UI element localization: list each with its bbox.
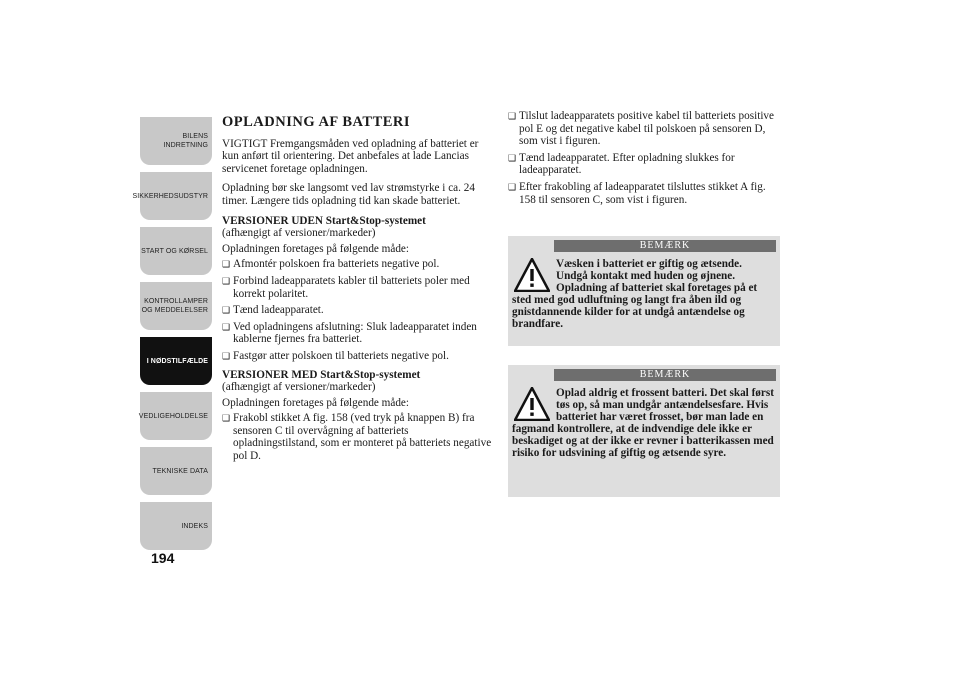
note-text: Væsken i batteriet er giftig og ætsende. Undgå kontakt med huden og øjnene. Opladning af batteriet skal foretages på et sted med god udluftning og langt fra åben ild og gnistdannende kilder for at undgå antændelse og brandfare. [512, 258, 758, 330]
list-item: ❑ Forbind ladeapparatets kabler til batteriets poler med korrekt polaritet. [222, 275, 494, 300]
list-item: ❑ Tilslut ladeapparatets positive kabel til batteriets positive pol E og det negative kabel til polskoen på sensoren D, som vist i figuren. [508, 110, 780, 148]
list-item: ❑ Efter frakobling af ladeapparatet tilsluttes stikket A fig. 158 til sensoren C, som vist i figuren. [508, 181, 780, 206]
tab-label: BILENS INDRETNING [163, 133, 208, 149]
list-item: ❑ Frakobl stikket A fig. 158 (ved tryk på knappen B) fra sensoren C til overvågning af batteriets opladningstilstand, som er monteret på batteriets negative pol D. [222, 412, 494, 462]
note-header: BEMÆRK [554, 369, 776, 381]
note-text: Oplad aldrig et frossent batteri. Det skal først tøs op, så man undgår antændelsesfare. Hvis batteriet har været frosset, bør man lade en fagmand kontrollere, at de indvendige dele ikke er beskadiget og at der ikke er revner i batterikassen med risiko for udsvining af giftig og ætsende syre. [512, 387, 774, 459]
section-title: OPLADNING AF BATTERI [222, 114, 411, 130]
tab-label: VEDLIGEHOLDELSE [138, 412, 208, 420]
tab-bilens-indretning[interactable] [140, 117, 212, 165]
left-column [222, 116, 494, 469]
warning-box [508, 236, 780, 346]
tab-label: I NØDSTILFÆLDE [146, 357, 208, 365]
subsection-heading: VERSIONER UDEN Start&Stop-systemet [222, 214, 426, 227]
lead-text: Opladningen foretages på følgende måde: [222, 396, 410, 409]
list-item: ❑ Ved opladningens afslutning: Sluk ladeapparatet inden kablerne fjernes fra batteriet. [222, 321, 494, 346]
step-list [222, 258, 494, 362]
subsection-heading: VERSIONER MED Start&Stop-systemet [222, 368, 421, 381]
subsection-sub: (afhængigt af versioner/markeder) [222, 227, 376, 240]
tab-sikkerhedsudstyr[interactable] [132, 172, 212, 220]
warning-triangle-icon [514, 387, 550, 421]
tab-start-og-korsel[interactable] [140, 227, 212, 275]
tab-label: TEKNISKE DATA [152, 467, 208, 475]
tab-label: INDEKS [181, 522, 208, 530]
page-number: 194 [151, 550, 175, 566]
warning-triangle-icon [514, 258, 550, 292]
list-item: ❑ Tænd ladeapparatet. [222, 304, 494, 317]
tab-i-nodstilfaelde[interactable] [140, 337, 212, 385]
step-list [508, 110, 780, 206]
tab-kontrollamper[interactable] [140, 282, 212, 330]
intro-paragraph: VIGTIGT Fremgangsmåden ved opladning af batteriet er kun anført til orientering. Det anbefales at lade Lancias servicenet foretage opladningen. [222, 137, 479, 175]
tab-indeks[interactable] [140, 502, 212, 550]
right-column [508, 110, 780, 212]
note-header: BEMÆRK [554, 240, 776, 252]
intro-paragraph: Opladning bør ske langsomt ved lav strømstyrke i ca. 24 timer. Længere tids opladning tid kan skade batteriet. [222, 182, 475, 207]
tab-label: KONTROLLAMPER OG MEDDELELSER [141, 298, 208, 314]
tab-label: START OG KØRSEL [141, 247, 208, 255]
subsection-sub: (afhængigt af versioner/markeder) [222, 381, 376, 394]
lead-text: Opladningen foretages på følgende måde: [222, 242, 410, 255]
tab-tekniske-data[interactable] [140, 447, 212, 495]
warning-box [508, 365, 780, 497]
list-item: ❑ Tænd ladeapparatet. Efter opladning slukkes for ladeapparatet. [508, 152, 780, 177]
list-item: ❑ Fastgør atter polskoen til batteriets negative pol. [222, 350, 494, 363]
tab-vedligeholdelse[interactable] [140, 392, 212, 440]
tab-label: SIKKERHEDSUDSTYR [132, 192, 208, 200]
step-list [222, 412, 494, 462]
list-item: ❑ Afmontér polskoen fra batteriets negative pol. [222, 258, 494, 271]
